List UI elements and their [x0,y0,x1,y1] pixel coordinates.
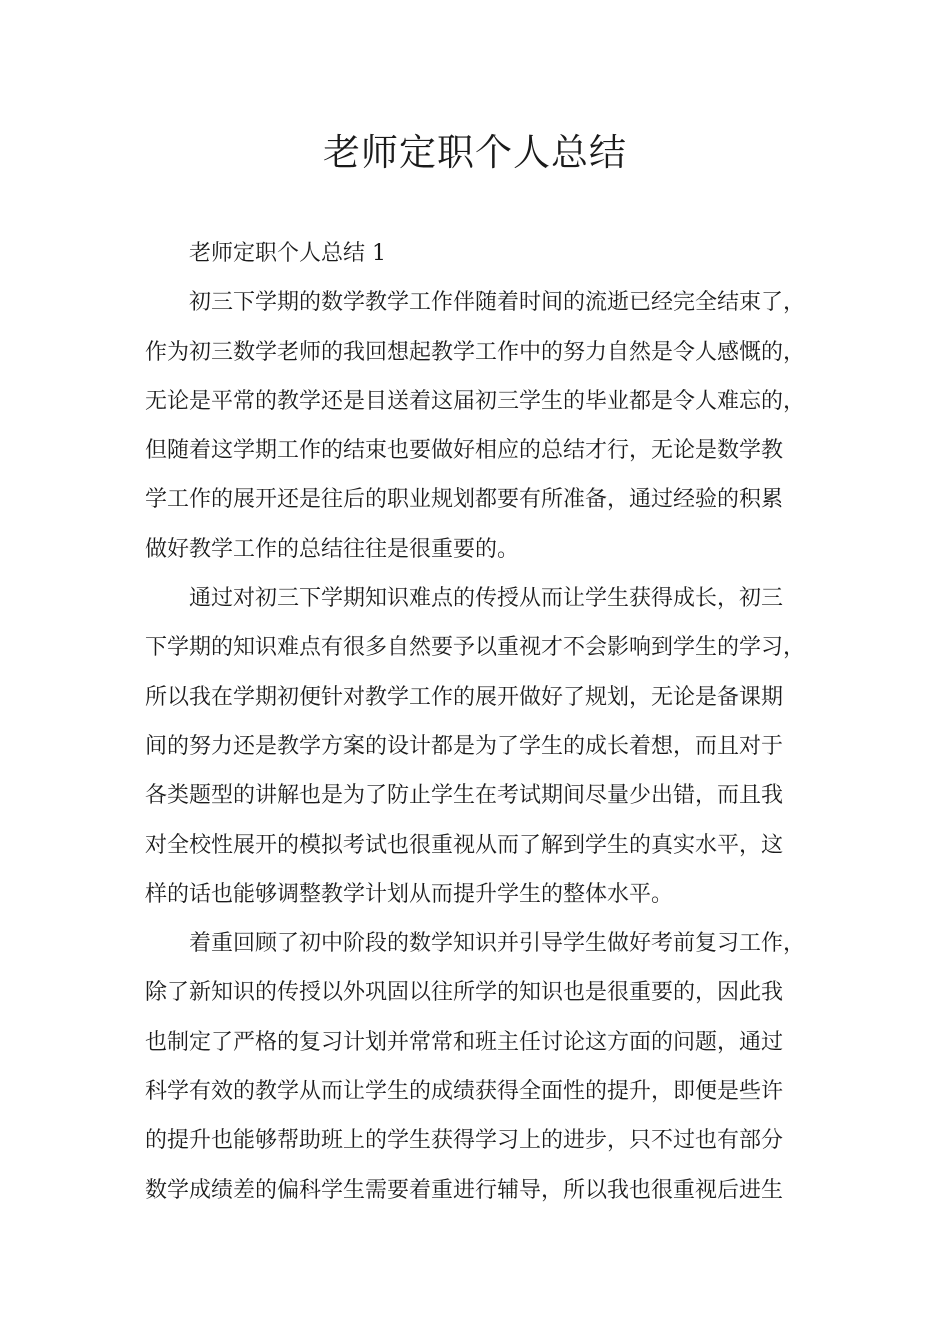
paragraph-line: 样的话也能够调整教学计划从而提升学生的整体水平。 [145,881,674,907]
paragraph-line: 的提升也能够帮助班上的学生获得学习上的进步，只不过也有部分 [145,1128,784,1154]
section-heading [145,229,823,278]
paragraph-line: 做好教学工作的总结往往是很重要的。 [145,536,520,562]
paragraph-line: 数学成绩差的偏科学生需要着重进行辅导，所以我也很重视后进生 [145,1177,784,1203]
section-heading-text: 老师定职个人总结 1 [189,241,386,266]
paragraph-line: 对全校性展开的模拟考试也很重视从而了解到学生的真实水平，这 [145,832,784,858]
document-title: 老师定职个人总结 [323,131,627,174]
paragraph-line: 间的努力还是教学方案的设计都是为了学生的成长着想，而且对于 [145,733,784,759]
paragraph-line: 各类题型的讲解也是为了防止学生在考试期间尽量少出错，而且我 [145,783,784,809]
paragraph-line: 下学期的知识难点有很多自然要予以重视才不会影响到学生的学习， [145,635,806,661]
paragraph-2 [145,574,823,919]
paragraph-line: 也制定了严格的复习计划并常常和班主任讨论这方面的问题，通过 [145,1029,784,1055]
paragraph-line: 但随着这学期工作的结束也要做好相应的总结才行，无论是数学教 [145,438,784,464]
paragraph-line: 通过对初三下学期知识难点的传授从而让学生获得成长，初三 [189,586,784,612]
paragraph-line: 作为初三数学老师的我回想起教学工作中的努力自然是令人感慨的， [145,339,806,365]
paragraph-line: 着重回顾了初中阶段的数学知识并引导学生做好考前复习工作， [189,931,806,957]
paragraph-line: 科学有效的教学从而让学生的成绩获得全面性的提升，即便是些许 [145,1079,784,1105]
paragraph-line: 所以我在学期初便针对教学工作的展开做好了规划，无论是备课期 [145,684,784,710]
paragraph-3 [145,919,823,1215]
document-body [145,229,823,1215]
paragraph-1 [145,278,823,574]
paragraph-line: 学工作的展开还是往后的职业规划都要有所准备，通过经验的积累 [145,487,784,513]
paragraph-line: 无论是平常的教学还是目送着这届初三学生的毕业都是令人难忘的， [145,388,806,414]
paragraph-line: 初三下学期的数学教学工作伴随着时间的流逝已经完全结束了， [189,290,806,316]
paragraph-line: 除了新知识的传授以外巩固以往所学的知识也是很重要的，因此我 [145,980,784,1006]
